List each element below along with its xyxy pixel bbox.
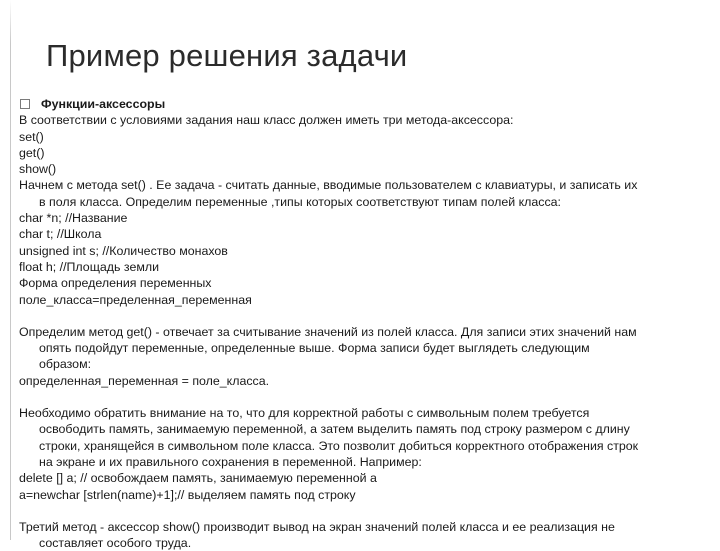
bullet-heading-text: Функции-аксессоры <box>41 97 166 111</box>
body-line: Необходимо обратить внимание на то, что для корректной работы с символьным полем требуется <box>19 406 590 421</box>
body-line: строки, хранящейся в символьном поле класса. Это позволит добиться корректного отображения строк <box>39 438 639 453</box>
body-line: Определим метод get() - отвечает за считывание значений из полей класса. Для записи этих значений нам <box>19 324 637 339</box>
bullet-heading <box>19 96 709 112</box>
body-line: поле_класса=пределенная_переменная <box>19 292 252 307</box>
body-line: В соответствии с условиями задания наш класс должен иметь три метода-аксессора: <box>19 113 514 128</box>
body-line: на экране и их правильного сохранения в переменной. Например: <box>39 454 422 469</box>
code-line: float h; //Площадь земли <box>19 259 160 274</box>
body-line: Начнем с метода set() . Ее задача - считать данные, вводимые пользователем с клавиатуры, и записать их <box>19 178 638 193</box>
code-line: char *n; //Название <box>19 211 128 226</box>
body-line: определенная_переменная = поле_класса. <box>19 373 270 388</box>
body-line: Форма определения переменных <box>19 276 212 291</box>
body-line: освободить память, занимаемую переменной, а затем выделить память под строку размером с длину <box>39 422 630 437</box>
body-line: образом: <box>39 357 92 372</box>
slide-body <box>19 96 709 551</box>
body-line: Третий метод - аксессор show() производит вывод на экран значений полей класса и ее реализация не <box>19 519 615 534</box>
body-line: show() <box>19 162 57 177</box>
code-line: char t; //Школа <box>19 227 102 242</box>
body-line: в поля класса. Определим переменные ,типы которых соответствуют типам полей класса: <box>39 194 561 209</box>
slide-title: Пример решения задачи <box>46 38 408 73</box>
slide-divider-line <box>10 0 11 540</box>
body-line: составляет особого труда. <box>39 536 192 551</box>
code-line: delete [] a; // освобождаем память, занимаемую переменной а <box>19 471 377 486</box>
code-line: unsigned int s; //Количество монахов <box>19 243 228 258</box>
body-line: опять подойдут переменные, определенные выше. Форма записи будет выглядеть следующим <box>39 341 590 356</box>
code-line: a=newchar [strlen(name)+1];// выделяем память под строку <box>19 487 356 502</box>
body-line: get() <box>19 145 45 160</box>
body-line: set() <box>19 129 44 144</box>
square-bullet-icon <box>20 99 30 109</box>
